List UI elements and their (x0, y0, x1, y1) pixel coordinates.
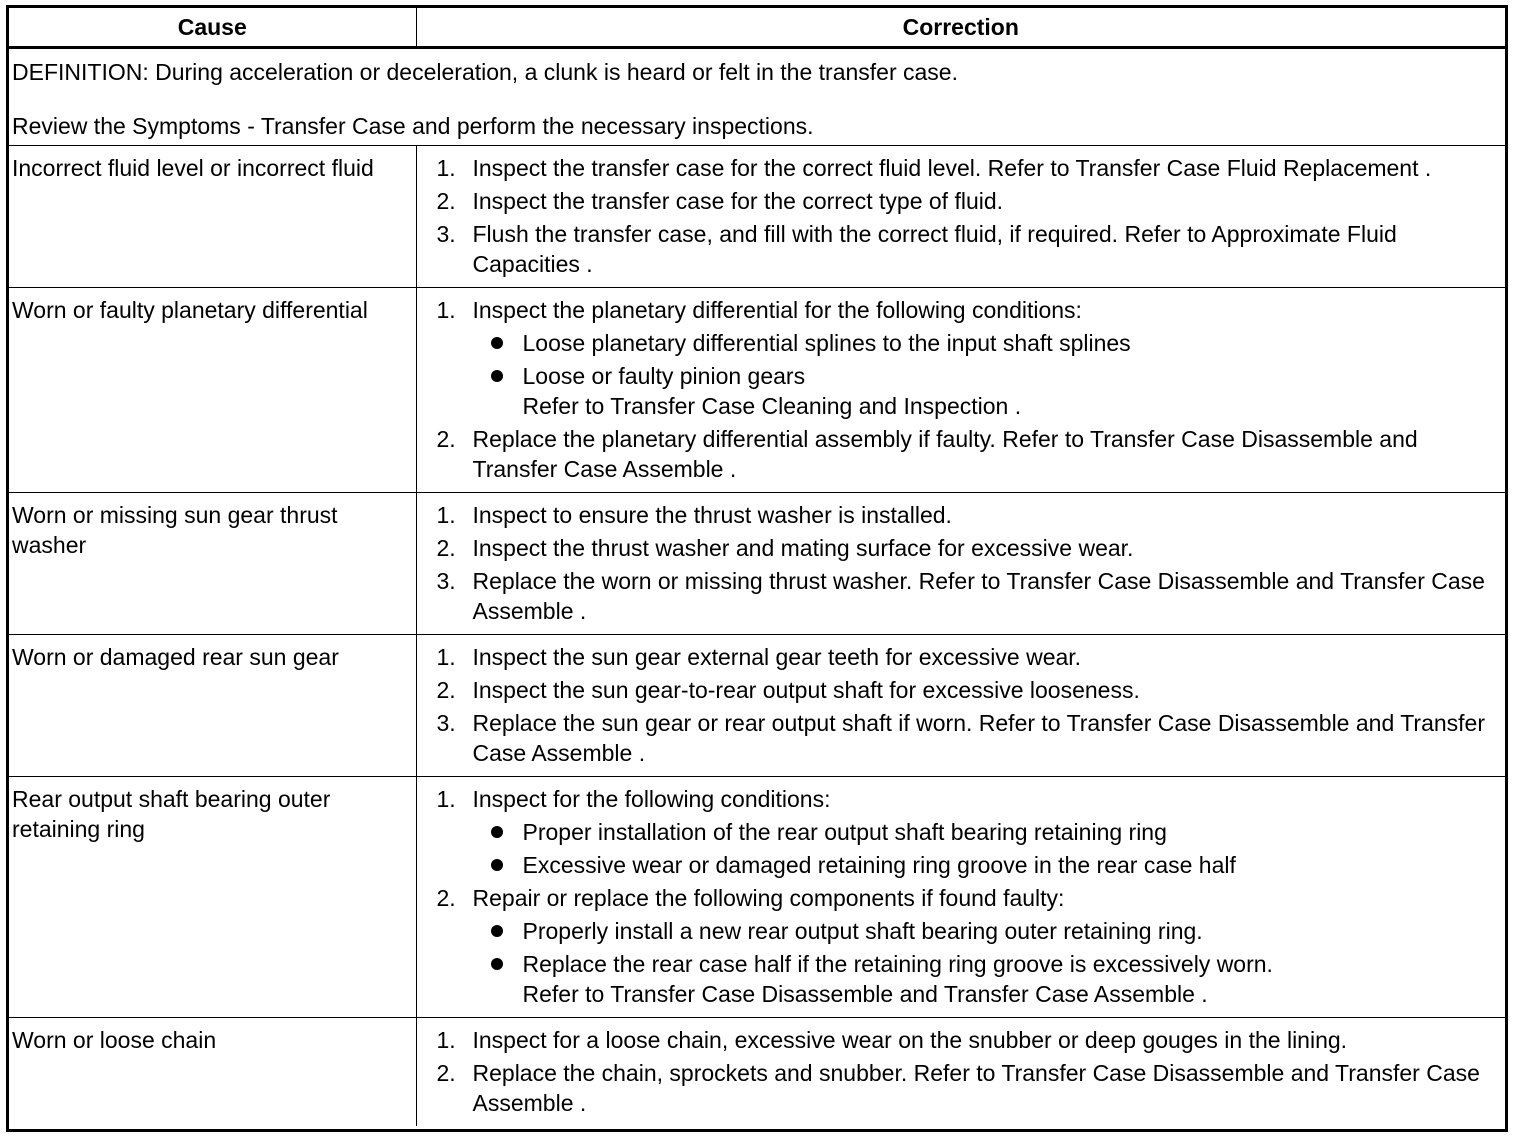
bullet-dot-icon (491, 958, 503, 970)
correction-cell (416, 1018, 1505, 1127)
step-text: Inspect the sun gear-to-rear output shaft for excessive looseness. (472, 677, 1140, 703)
step-number: 3. (436, 568, 456, 594)
correction-step (437, 295, 1502, 421)
correction-header: Correction (416, 8, 1505, 48)
step-number: 1. (436, 1027, 456, 1053)
step-text: Replace the chain, sprockets and snubber. Refer to Transfer Case Disassemble and Transfer Case Assemble . (472, 1060, 1480, 1116)
table-row (9, 777, 1505, 1018)
correction-step (437, 1025, 1502, 1055)
correction-cell (416, 146, 1505, 288)
correction-step (437, 533, 1502, 563)
bullet-dot-icon (491, 859, 503, 871)
review-symptoms-text: Review the Symptoms - Transfer Case and perform the necessary inspections. (12, 113, 814, 139)
step-text: Inspect for the following conditions: (472, 786, 831, 812)
bullet-text: Loose planetary differential splines to the input shaft splines (522, 330, 1131, 356)
bullet-text: Properly install a new rear output shaft bearing outer retaining ring. (522, 918, 1203, 944)
diagnostic-table-frame (6, 5, 1508, 1132)
reference-text: Refer to Transfer Case Cleaning and Inspection . (522, 393, 1022, 419)
bullet-dot-icon (491, 337, 503, 349)
table-row (9, 288, 1505, 493)
step-number: 1. (436, 502, 456, 528)
bullet-dot-icon (491, 370, 503, 382)
bullet-item (473, 361, 1502, 391)
step-text: Inspect for a loose chain, excessive wear on the snubber or deep gouges in the lining. (472, 1027, 1348, 1053)
step-text: Inspect the planetary differential for the following conditions: (472, 297, 1082, 323)
cause-cell: Worn or loose chain (9, 1018, 416, 1127)
correction-cell (416, 777, 1505, 1018)
table-row (9, 1018, 1505, 1127)
step-number: 1. (436, 786, 456, 812)
step-number: 3. (436, 221, 456, 247)
bullet-item (473, 916, 1502, 946)
cause-cell: Rear output shaft bearing outer retaining ring (9, 777, 416, 1018)
table-header-row (9, 8, 1505, 48)
cause-cell: Worn or missing sun gear thrust washer (9, 493, 416, 635)
definition-cell (9, 48, 1505, 146)
definition-text: DEFINITION: During acceleration or deceleration, a clunk is heard or felt in the transfer case. (12, 59, 958, 85)
cause-cell: Incorrect fluid level or incorrect fluid (9, 146, 416, 288)
bullet-item (473, 949, 1502, 979)
step-number: 2. (436, 188, 456, 214)
correction-step (437, 642, 1502, 672)
step-text: Inspect to ensure the thrust washer is installed. (472, 502, 952, 528)
bullet-text: Loose or faulty pinion gears (522, 363, 806, 389)
step-number: 1. (436, 155, 456, 181)
step-text: Replace the planetary differential assembly if faulty. Refer to Transfer Case Disassemble and Transfer Case Assemble . (472, 426, 1418, 482)
cause-cell: Worn or faulty planetary differential (9, 288, 416, 493)
cause-header: Cause (9, 8, 416, 48)
step-text: Flush the transfer case, and fill with the correct fluid, if required. Refer to Approximate Fluid Capacities . (472, 221, 1397, 277)
bullet-text: Proper installation of the rear output shaft bearing retaining ring (522, 819, 1167, 845)
bullet-text: Excessive wear or damaged retaining ring groove in the rear case half (522, 852, 1236, 878)
bullet-item (473, 817, 1502, 847)
correction-step (437, 186, 1502, 216)
step-number: 2. (436, 885, 456, 911)
bullet-text: Replace the rear case half if the retaining ring groove is excessively worn. (522, 951, 1273, 977)
bullet-item (473, 850, 1502, 880)
correction-step (437, 708, 1502, 768)
correction-step (437, 675, 1502, 705)
step-number: 2. (436, 1060, 456, 1086)
bullet-item (473, 328, 1502, 358)
step-text: Inspect the sun gear external gear teeth for excessive wear. (472, 644, 1082, 670)
step-text: Repair or replace the following components if found faulty: (472, 885, 1065, 911)
table-row (9, 635, 1505, 777)
correction-step (437, 219, 1502, 279)
definition-row (9, 48, 1505, 146)
step-text: Replace the worn or missing thrust washer. Refer to Transfer Case Disassemble and Transfer Case Assemble . (472, 568, 1485, 624)
table-row (9, 493, 1505, 635)
step-number: 1. (436, 297, 456, 323)
correction-step (437, 1058, 1502, 1118)
step-text: Inspect the transfer case for the correct fluid level. Refer to Transfer Case Fluid Replacement . (472, 155, 1432, 181)
step-text: Replace the sun gear or rear output shaft if worn. Refer to Transfer Case Disassemble and Transfer Case Assemble . (472, 710, 1485, 766)
correction-cell (416, 288, 1505, 493)
bullet-dot-icon (491, 925, 503, 937)
reference-text: Refer to Transfer Case Disassemble and Transfer Case Assemble . (522, 981, 1208, 1007)
step-number: 1. (436, 644, 456, 670)
cause-cell: Worn or damaged rear sun gear (9, 635, 416, 777)
step-number: 2. (436, 426, 456, 452)
table-row (9, 146, 1505, 288)
step-number: 2. (436, 535, 456, 561)
diagnostic-table (9, 8, 1505, 1126)
correction-step (437, 500, 1502, 530)
step-text: Inspect the transfer case for the correct type of fluid. (472, 188, 1004, 214)
correction-cell (416, 635, 1505, 777)
step-text: Inspect the thrust washer and mating surface for excessive wear. (472, 535, 1134, 561)
correction-cell (416, 493, 1505, 635)
correction-step (437, 883, 1502, 1009)
step-number: 2. (436, 677, 456, 703)
step-number: 3. (436, 710, 456, 736)
correction-step (437, 566, 1502, 626)
correction-step (437, 424, 1502, 484)
bullet-dot-icon (491, 826, 503, 838)
correction-step (437, 784, 1502, 880)
correction-step (437, 153, 1502, 183)
